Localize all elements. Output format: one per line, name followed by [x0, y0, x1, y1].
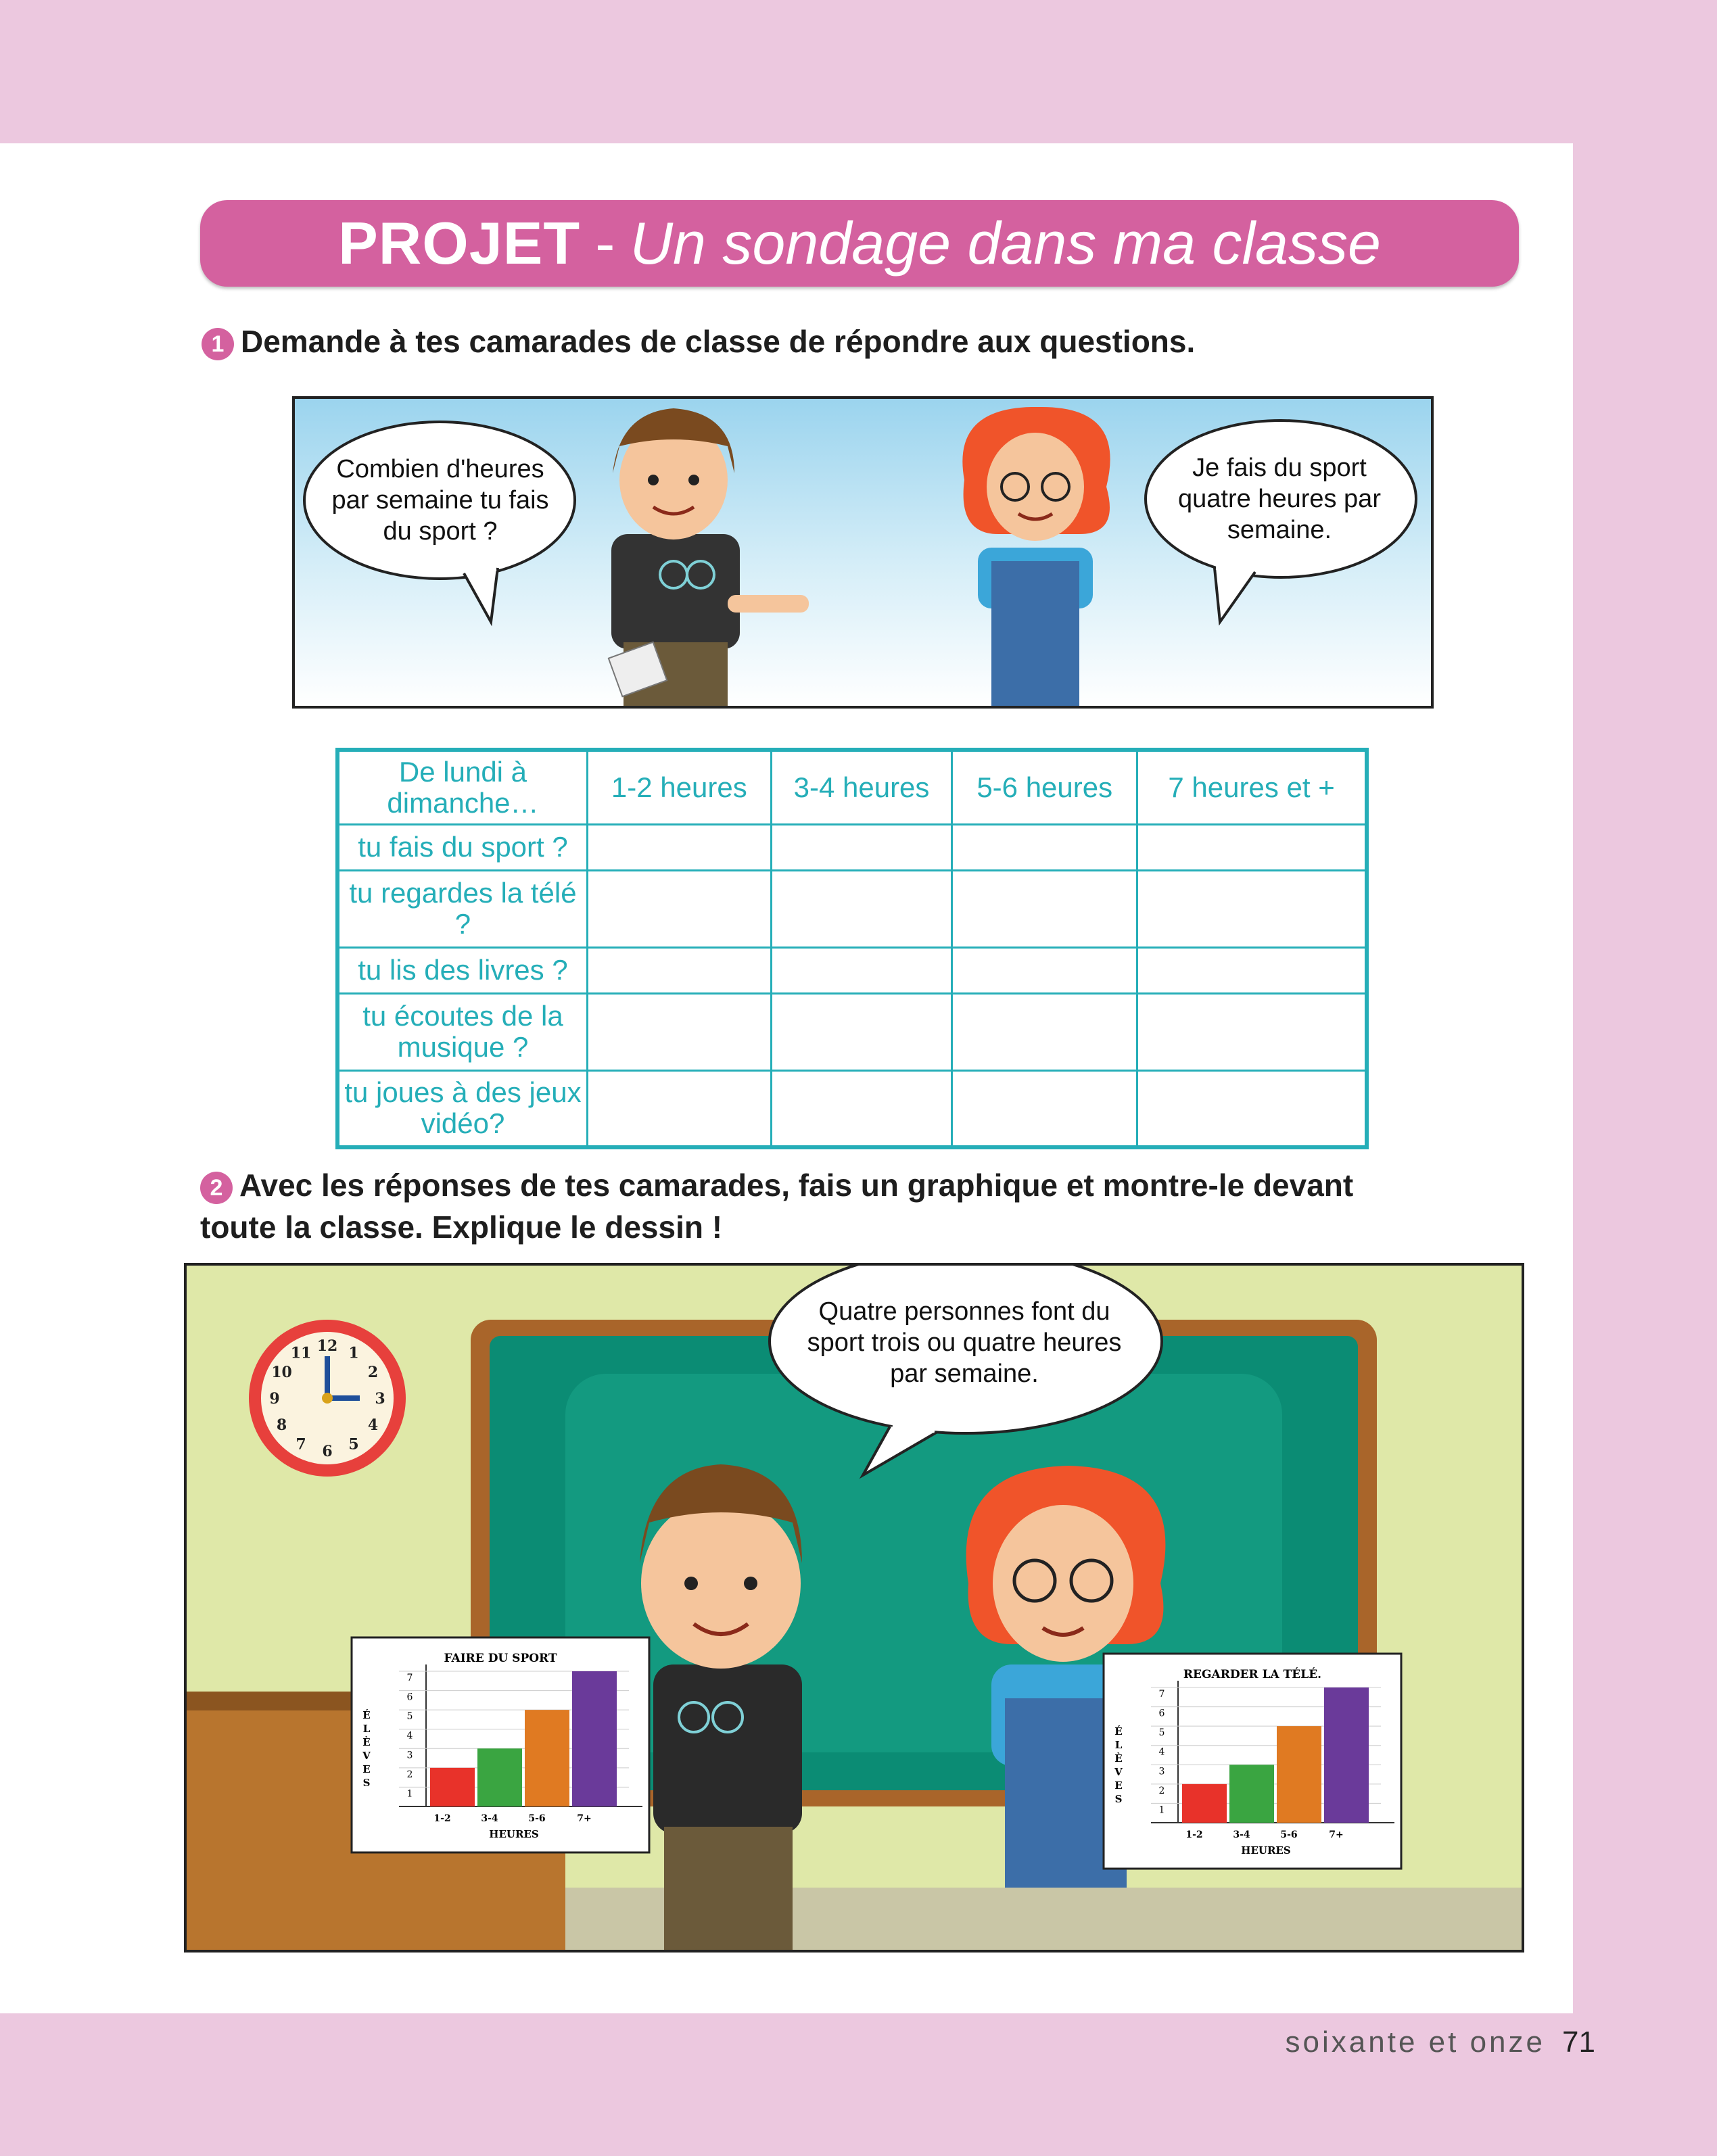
chart-ytick-label: 2	[1158, 1785, 1165, 1796]
chart-ytick-label: 5	[1158, 1727, 1165, 1739]
chart-bar	[572, 1671, 617, 1806]
clock-number: 10	[271, 1364, 292, 1381]
chart-ytick-label: 5	[406, 1711, 413, 1723]
chart-xtick-label: 7+	[1329, 1829, 1344, 1840]
chart-xtick-label: 5-6	[528, 1813, 546, 1824]
clock-number: 3	[375, 1390, 385, 1408]
table-row	[337, 870, 1367, 947]
chart-ylabel-letter: È	[362, 1736, 371, 1748]
clock-number: 9	[269, 1390, 280, 1408]
clock-number: 7	[296, 1435, 306, 1454]
table-row	[337, 824, 1367, 870]
table-row	[337, 947, 1367, 993]
chart-bar	[1324, 1687, 1369, 1823]
instruction-2-text: Avec les réponses de tes camarades, fais un graphique et montre-le devant toute la classe. Explique le dessin !	[200, 1168, 1354, 1245]
speech-bubble-explanation: Quatre personnes font du sport trois ou quatre heures par semaine.	[807, 1297, 1122, 1388]
header-cell-days: De lundi à dimanche…	[337, 750, 587, 824]
clock-number: 2	[367, 1364, 379, 1381]
comic-panel-classroom	[184, 1263, 1524, 1953]
table-row	[337, 1070, 1367, 1147]
survey-table	[335, 748, 1369, 1149]
answer-cell[interactable]	[952, 870, 1137, 947]
chart-title: REGARDER LA TÉLÉ.	[1183, 1668, 1322, 1681]
answer-cell[interactable]	[771, 870, 952, 947]
chart-ytick-label: 7	[1158, 1689, 1165, 1700]
chart-ylabel-letter: E	[362, 1763, 371, 1775]
chart-ytick-label: 1	[406, 1788, 413, 1800]
chart-bar	[1229, 1765, 1274, 1823]
chart-ytick-label: 7	[406, 1673, 413, 1683]
comic-panel-survey	[292, 396, 1434, 709]
chart-ytick-label: 4	[1158, 1746, 1165, 1758]
chart-bar	[430, 1768, 475, 1806]
answer-cell[interactable]	[952, 993, 1137, 1070]
boy-presenting	[640, 1464, 802, 1950]
wall-clock	[249, 1320, 406, 1477]
chart-ylabel-letter: E	[1114, 1779, 1123, 1792]
header-cell-7-plus: 7 heures et +	[1137, 750, 1367, 824]
chart-ylabel-letter: È	[1114, 1752, 1123, 1765]
chart-xtick-label: 3-4	[481, 1813, 498, 1824]
answer-cell[interactable]	[1137, 993, 1367, 1070]
row-label-sport: tu fais du sport ?	[337, 824, 587, 870]
answer-cell[interactable]	[587, 824, 771, 870]
step-number-2: 2	[200, 1172, 233, 1204]
clock-number: 12	[316, 1337, 338, 1355]
page-number-words: soixante et onze	[1285, 2026, 1545, 2059]
clock-number: 8	[276, 1416, 287, 1434]
chart-xtick-label: 1-2	[433, 1813, 451, 1824]
answer-cell[interactable]	[771, 947, 952, 993]
instruction-1	[202, 320, 1486, 362]
chart-ytick-label: 6	[1158, 1708, 1165, 1719]
chart-tv	[1104, 1654, 1401, 1869]
title-project: PROJET	[338, 210, 581, 277]
answer-cell[interactable]	[771, 824, 952, 870]
chart-ytick-label: 1	[1158, 1804, 1165, 1816]
chart-title: FAIRE DU SPORT	[444, 1652, 557, 1665]
table-row	[337, 993, 1367, 1070]
title-banner	[200, 200, 1519, 287]
clock-number: 11	[290, 1344, 312, 1362]
boy-figure	[609, 408, 809, 706]
chart-ylabel-letter: S	[362, 1777, 371, 1789]
answer-cell[interactable]	[587, 870, 771, 947]
clock-number: 1	[348, 1344, 359, 1362]
title-dash: -	[595, 210, 615, 277]
title-subtitle: Un sondage dans ma classe	[630, 210, 1381, 277]
table-header-row	[337, 750, 1367, 824]
clock-number: 5	[348, 1435, 359, 1454]
answer-cell[interactable]	[952, 1070, 1137, 1147]
chart-ylabel-letter: V	[1114, 1766, 1123, 1778]
clock-number: 6	[322, 1443, 333, 1460]
answer-cell[interactable]	[771, 993, 952, 1070]
answer-cell[interactable]	[587, 947, 771, 993]
row-label-tv: tu regardes la télé ?	[337, 870, 587, 947]
page-number: 71	[1562, 2026, 1595, 2059]
chart-ylabel-letter: V	[362, 1750, 371, 1762]
chart-xtick-label: 1-2	[1185, 1829, 1203, 1840]
instruction-1-text: Demande à tes camarades de classe de répondre aux questions.	[241, 324, 1196, 359]
chart-ytick-label: 4	[406, 1730, 413, 1742]
header-cell-5-6: 5-6 heures	[952, 750, 1137, 824]
instruction-2	[200, 1164, 1417, 1248]
chart-xtick-label: 3-4	[1233, 1829, 1250, 1840]
chart-bar	[477, 1748, 522, 1806]
chart-bar	[525, 1710, 569, 1806]
answer-cell[interactable]	[587, 993, 771, 1070]
chart-ytick-label: 3	[1158, 1766, 1165, 1777]
speech-bubble-answer: Je fais du sport quatre heures par semaine.	[1178, 454, 1381, 544]
chart-ylabel-letter: L	[362, 1723, 371, 1735]
chart-ytick-label: 2	[406, 1769, 413, 1780]
row-label-music: tu écoutes de la musique ?	[337, 993, 587, 1070]
chart-bar	[1277, 1726, 1321, 1823]
chart-ylabel-letter: É	[362, 1709, 371, 1721]
answer-cell[interactable]	[1137, 947, 1367, 993]
header-cell-1-2: 1-2 heures	[587, 750, 771, 824]
row-label-books: tu lis des livres ?	[337, 947, 587, 993]
chart-xtick-label: 7+	[577, 1813, 592, 1824]
chart-xlabel: HEURES	[1241, 1844, 1291, 1856]
chart-ytick-label: 6	[406, 1692, 413, 1703]
row-label-videogames: tu joues à des jeux vidéo?	[337, 1070, 587, 1147]
chart-xtick-label: 5-6	[1280, 1829, 1298, 1840]
clock-number: 4	[367, 1416, 379, 1434]
answer-cell[interactable]	[1137, 870, 1367, 947]
chart-ytick-label: 3	[406, 1750, 413, 1761]
chart-ylabel-letter: É	[1114, 1725, 1123, 1738]
answer-cell[interactable]	[1137, 1070, 1367, 1147]
answer-cell[interactable]	[587, 1070, 771, 1147]
chart-bar	[1182, 1784, 1227, 1823]
chart-ylabel-letter: L	[1114, 1739, 1123, 1751]
step-number-1: 1	[202, 328, 234, 360]
chart-xlabel: HEURES	[489, 1828, 539, 1840]
chart-ylabel-letter: S	[1114, 1793, 1123, 1805]
answer-cell[interactable]	[952, 947, 1137, 993]
answer-cell[interactable]	[952, 824, 1137, 870]
speech-bubble-question: Combien d'heures par semaine tu fais du sport ?	[331, 455, 549, 546]
answer-cell[interactable]	[1137, 824, 1367, 870]
girl-figure	[962, 407, 1110, 706]
answer-cell[interactable]	[771, 1070, 952, 1147]
chart-sport	[352, 1637, 649, 1852]
header-cell-3-4: 3-4 heures	[771, 750, 952, 824]
